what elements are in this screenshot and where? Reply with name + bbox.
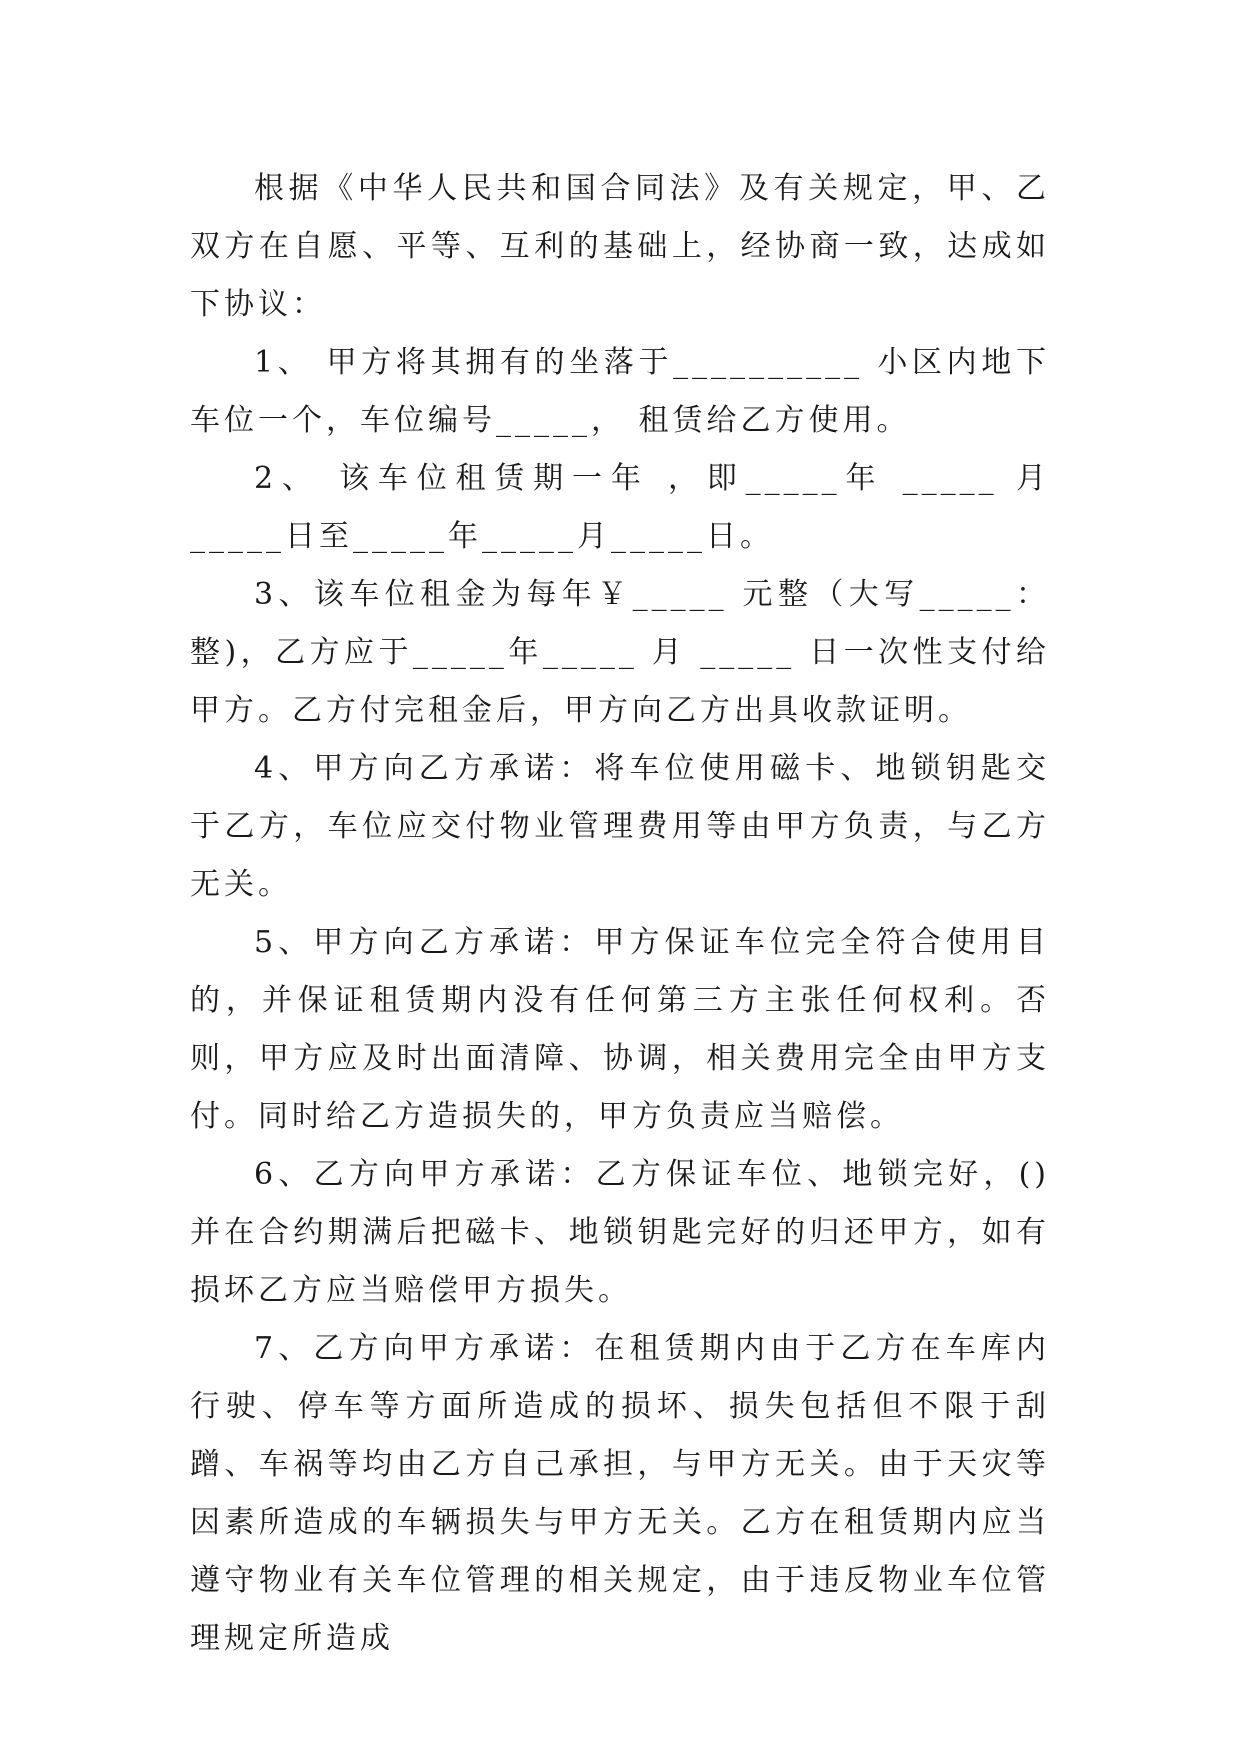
intro-paragraph: 根据《中华人民共和国合同法》及有关规定，甲、乙双方在自愿、平等、互利的基础上，经协商一致，达成如下协议： — [190, 171, 1050, 322]
clause-6: 6、乙方向甲方承诺：乙方保证车位、地锁完好，()并在合约期满后把磁卡、地锁钥匙完好的归还甲方，如有损坏乙方应当赔偿甲方损失。 — [190, 1157, 1050, 1308]
clause-1: 1、 甲方将其拥有的坐落于__________ 小区内地下车位一个，车位编号_____， 租赁给乙方使用。 — [190, 345, 1050, 438]
contract-body — [190, 160, 1050, 1668]
clause-2: 2、 该车位租赁期一年 ，即_____年 _____ 月_____日至_____年_____月_____日。 — [190, 461, 1050, 554]
clause-3: 3、该车位租金为每年￥_____ 元整（大写_____：整)，乙方应于_____年_____ 月 _____ 日一次性支付给甲方。乙方付完租金后，甲方向乙方出具收款证明。 — [190, 577, 1050, 728]
clause-7: 7、乙方向甲方承诺：在租赁期内由于乙方在车库内行驶、停车等方面所造成的损坏、损失包括但不限于刮蹭、车祸等均由乙方自己承担，与甲方无关。由于天灾等因素所造成的车辆损失与甲方无关。乙方在租赁期内应当遵守物业有关车位管理的相关规定，由于违反物业车位管理规定所造成 — [190, 1331, 1050, 1656]
clause-5: 5、甲方向乙方承诺：甲方保证车位完全符合使用目的，并保证租赁期内没有任何第三方主张任何权利。否则，甲方应及时出面清障、协调，相关费用完全由甲方支付。同时给乙方造损失的，甲方负责应当赔偿。 — [190, 925, 1050, 1134]
clause-4: 4、甲方向乙方承诺：将车位使用磁卡、地锁钥匙交于乙方，车位应交付物业管理费用等由甲方负责，与乙方无关。 — [190, 751, 1050, 902]
